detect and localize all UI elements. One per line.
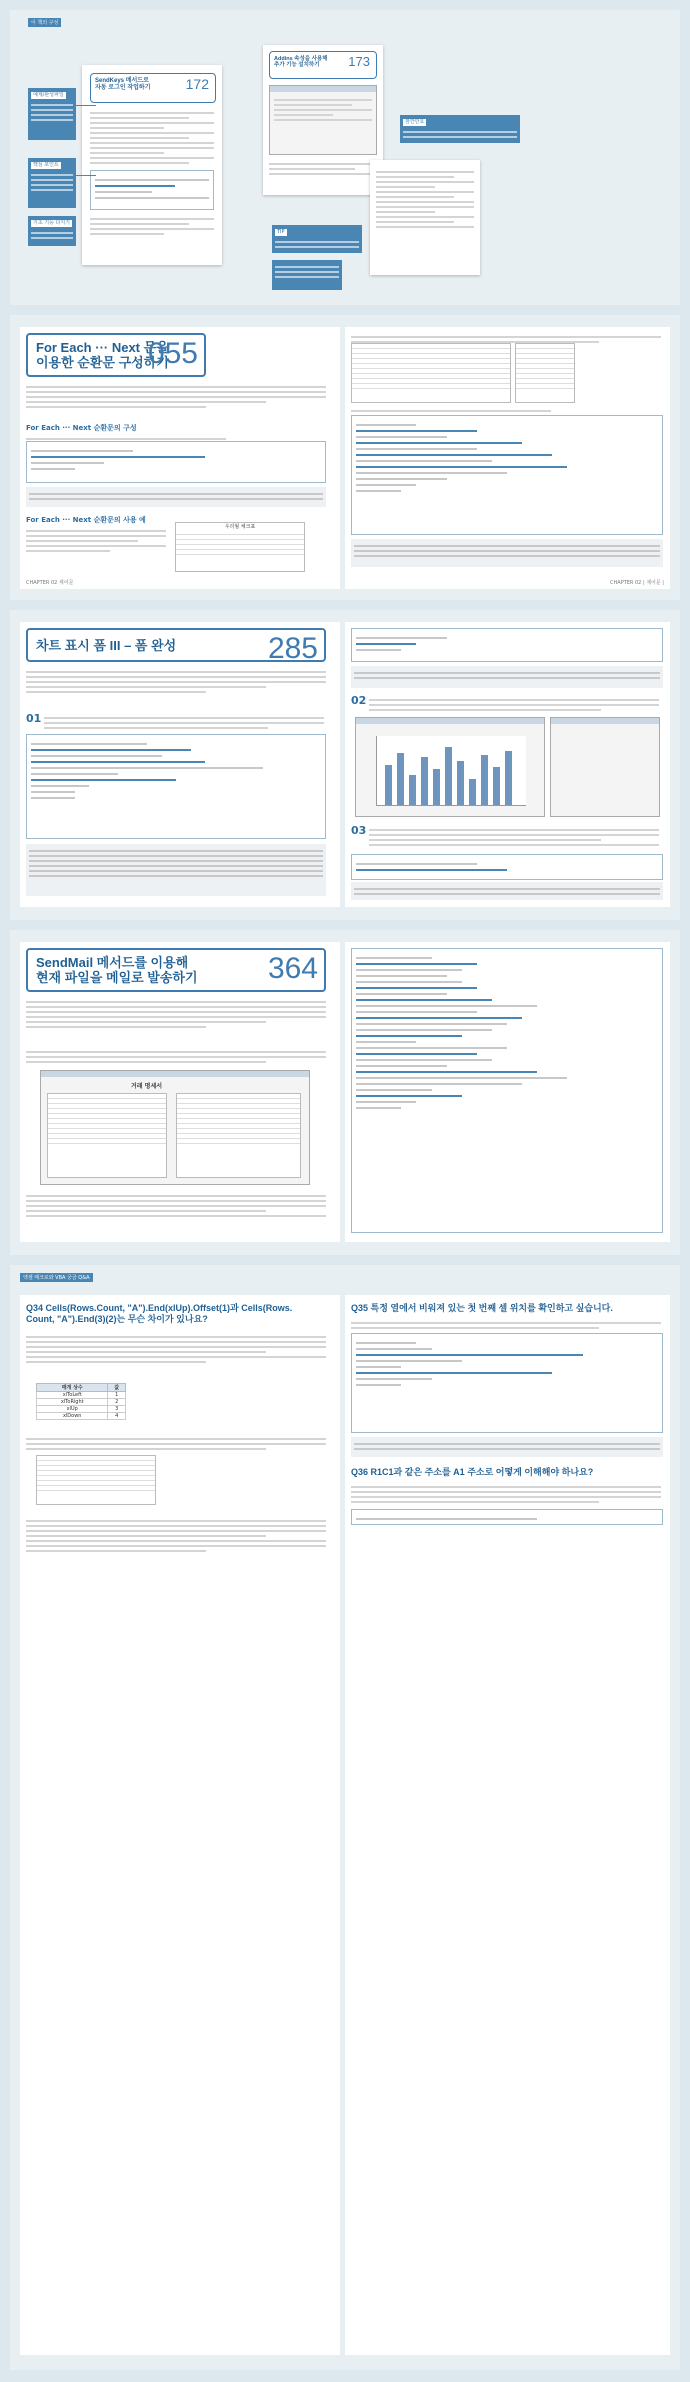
right-page-dialog <box>269 85 377 155</box>
qa-right-page <box>345 1295 670 2355</box>
right-sample-page <box>263 45 383 195</box>
q34-sheet-grid <box>36 1455 156 1505</box>
chart-form-screenshot <box>355 717 545 817</box>
left-sample-page <box>82 65 222 265</box>
qa-left-page <box>20 1295 340 2355</box>
section-title: SendMail 메서드를 이용해 현재 파일을 메일로 발송하기 <box>36 955 198 985</box>
left-page-number: 172 <box>185 76 209 92</box>
example-code-box <box>351 415 663 535</box>
step-03: 03 <box>351 824 367 837</box>
panel-sendmail <box>10 930 680 1255</box>
table-header-value: 값 <box>108 1384 126 1392</box>
section-title: For Each ··· Next 문을 이용한 순환문 구성하기 <box>36 340 169 370</box>
table-row: xlUp 3 <box>37 1406 126 1413</box>
section-title: 차트 표시 폼 III – 폼 완성 <box>36 638 177 653</box>
section-title-box <box>26 333 206 377</box>
table-header-param: 매개 상수 <box>37 1384 108 1392</box>
left-page-title: SendKeys 메서드로 자동 로그인 작업하기 <box>95 78 151 91</box>
q35-note <box>351 1437 663 1457</box>
section-title-box <box>26 628 326 665</box>
section-number: 055 <box>147 337 198 370</box>
overview-panel <box>10 10 680 305</box>
page-285-right <box>345 622 670 907</box>
left-page-title-box <box>90 73 216 103</box>
footer-left: CHAPTER 02 제어문 <box>26 580 74 586</box>
right-page-number: 173 <box>348 54 370 69</box>
q36-code <box>351 1509 663 1525</box>
right-page-title: Addins 속성을 사용해 추가 기능 설치하기 <box>274 56 328 69</box>
section-title-box <box>26 948 326 992</box>
invoice-sheet-screenshot <box>40 1070 310 1185</box>
step3-code <box>351 854 663 880</box>
page-055-left <box>20 327 340 589</box>
qa-header-tag: 엑셀 매크로와 VBA 궁금 Q&A <box>20 1273 93 1282</box>
panel-qa <box>10 1265 680 2370</box>
example-note <box>351 539 663 567</box>
callout-example-file: 예제/완성파일 <box>28 88 76 140</box>
table-row: xlDown 4 <box>37 1413 126 1420</box>
right-page-title-box <box>269 51 377 79</box>
right-sample-page-2 <box>370 160 480 275</box>
step-01: 01 <box>26 712 42 725</box>
invoice-title: 거래 명세서 <box>131 1083 163 1090</box>
sendmail-code <box>351 948 663 1233</box>
header-tag: 이 책의 구성 <box>28 18 61 27</box>
result-table <box>351 343 511 403</box>
sheet-check-table <box>175 522 305 572</box>
table-row: xlToRight 2 <box>37 1399 126 1406</box>
subsection-heading-2: For Each ··· Next 순환문의 사용 예 <box>26 516 146 524</box>
page-285-left <box>20 622 340 907</box>
page-055-right <box>345 327 670 589</box>
callout-note: 잠깐만요 <box>400 115 520 143</box>
q35-code <box>351 1333 663 1433</box>
callout-tip-2 <box>272 260 342 290</box>
step3-note <box>351 882 663 900</box>
footer-right: CHAPTER 02 | 제어문 | <box>610 580 664 586</box>
section-number: 364 <box>267 952 318 985</box>
step-02: 02 <box>351 694 367 707</box>
left-page-code <box>90 170 214 210</box>
page-364-left <box>20 942 340 1242</box>
sheet-title: 우리월 체크표 <box>224 524 256 530</box>
chart-form-screenshot-2 <box>550 717 660 817</box>
q35-title: Q35 특정 열에서 비워져 있는 첫 번째 셀 위치를 확인하고 싶습니다. <box>351 1303 613 1313</box>
syntax-code-box <box>26 441 326 483</box>
callout-key-point: 핵심 포인트 <box>28 158 76 208</box>
step1-code <box>26 734 326 839</box>
callout-basics: 기초 기능 다지기 <box>28 216 76 246</box>
panel-chart-form <box>10 610 680 920</box>
step1-note <box>26 844 326 896</box>
code-snippet <box>351 628 663 662</box>
result-table-2 <box>515 343 575 403</box>
table-row: xlToLeft 1 <box>37 1392 126 1399</box>
q34-title: Q34 Cells(Rows.Count, "A").End(xlUp).Offset(1)과 Cells(Rows. Count, "A").End(3)(2)는 무슨 차이가 있나요? <box>26 1303 293 1324</box>
page-364-right <box>345 942 670 1242</box>
subsection-heading-1: For Each ··· Next 순환문의 구성 <box>26 424 137 432</box>
q36-title: Q36 R1C1과 같은 주소를 A1 주소로 어떻게 이해해야 하나요? <box>351 1467 594 1477</box>
panel-for-each <box>10 315 680 600</box>
callout-tip: TIP <box>272 225 362 253</box>
xl-direction-table <box>36 1383 126 1420</box>
syntax-note <box>26 487 326 507</box>
snippet-note <box>351 666 663 688</box>
section-number: 285 <box>267 632 318 665</box>
